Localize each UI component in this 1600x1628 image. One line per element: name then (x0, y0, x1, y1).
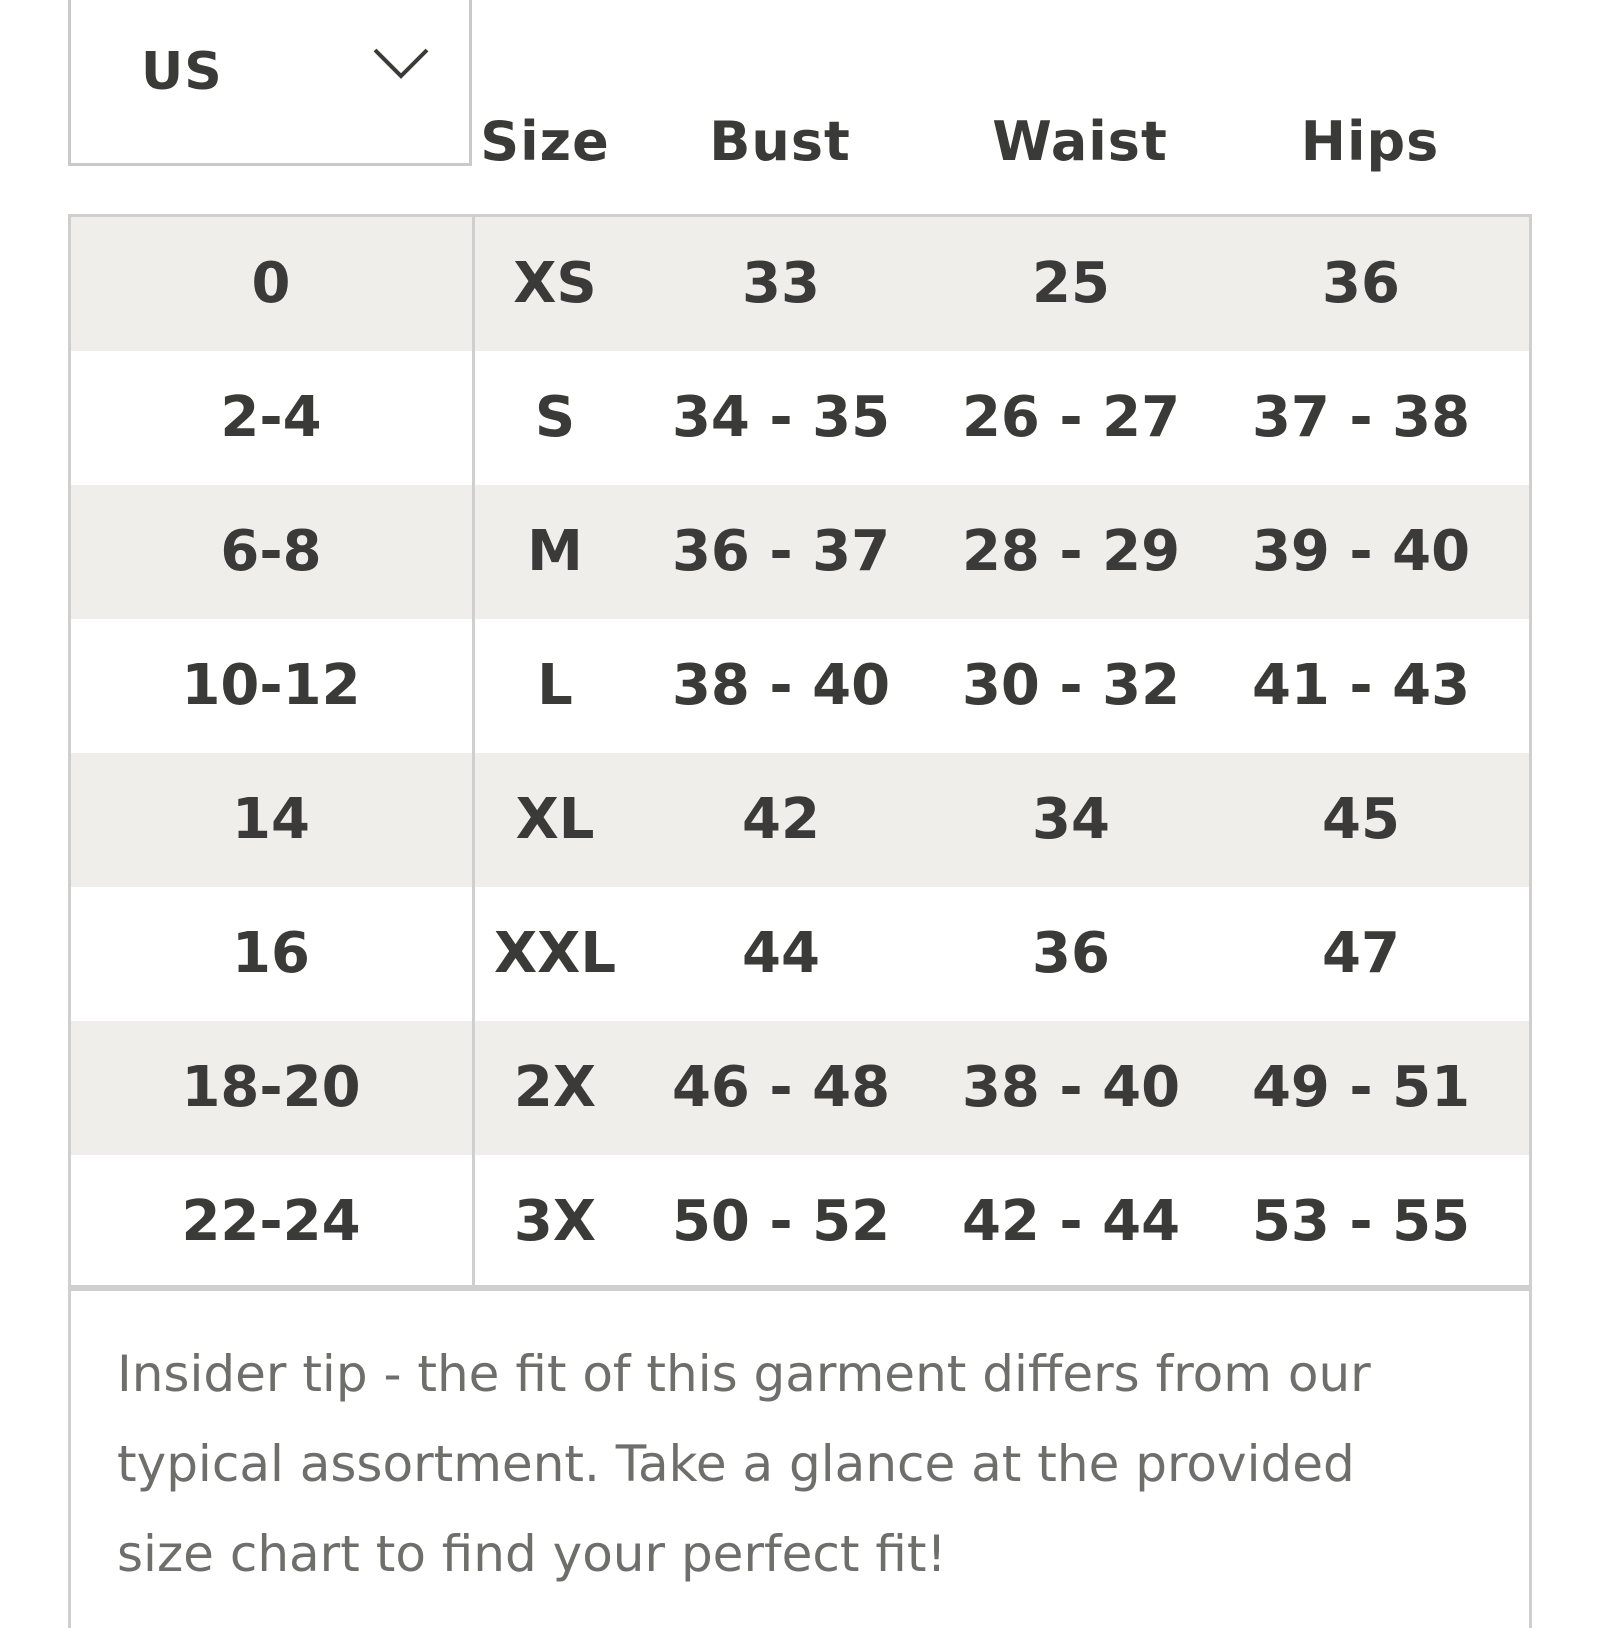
bust-cell: 50 - 52 (671, 1189, 891, 1254)
size-cell: 2X (513, 1055, 597, 1120)
us-size-cell: 18-20 (181, 1055, 361, 1120)
us-size-cell: 22-24 (181, 1189, 361, 1254)
table-row (71, 887, 1529, 1021)
size-table (68, 214, 1532, 1288)
us-size-cell: 16 (232, 921, 310, 986)
size-cell: S (534, 385, 576, 450)
waist-cell: 30 - 32 (961, 653, 1181, 718)
chevron-down-icon (371, 44, 431, 84)
region-select-value: US (141, 42, 223, 102)
us-size-cell: 6-8 (220, 519, 322, 584)
header-bust: Bust (709, 110, 851, 173)
header-hips: Hips (1300, 110, 1440, 173)
hips-cell: 39 - 40 (1251, 519, 1471, 584)
hips-cell: 37 - 38 (1251, 385, 1471, 450)
table-row (71, 1155, 1529, 1289)
table-row (71, 619, 1529, 753)
table-row (71, 753, 1529, 887)
size-cell: L (537, 653, 573, 718)
waist-cell: 42 - 44 (961, 1189, 1181, 1254)
size-cell: XS (513, 251, 597, 316)
waist-cell: 25 (1032, 251, 1110, 316)
us-size-cell: 2-4 (220, 385, 322, 450)
hips-cell: 47 (1322, 921, 1400, 986)
insider-tip-box (68, 1288, 1532, 1628)
bust-cell: 36 - 37 (671, 519, 891, 584)
insider-tip-text: Insider tip - the fit of this garment differs from our typical assortment. Take a glance at the provided size chart to find your perfect fit! (117, 1345, 1371, 1583)
waist-cell: 26 - 27 (961, 385, 1181, 450)
waist-cell: 34 (1032, 787, 1110, 852)
bust-cell: 44 (742, 921, 820, 986)
waist-cell: 28 - 29 (961, 519, 1181, 584)
us-size-cell: 14 (232, 787, 310, 852)
column-divider (472, 217, 475, 1285)
hips-cell: 53 - 55 (1251, 1189, 1471, 1254)
hips-cell: 45 (1322, 787, 1400, 852)
size-cell: XL (515, 787, 595, 852)
column-headers (0, 110, 1600, 190)
bust-cell: 46 - 48 (671, 1055, 891, 1120)
table-row (71, 217, 1529, 351)
bust-cell: 34 - 35 (671, 385, 891, 450)
bust-cell: 33 (742, 251, 820, 316)
header-waist: Waist (992, 110, 1168, 173)
waist-cell: 36 (1032, 921, 1110, 986)
table-row (71, 485, 1529, 619)
table-row (71, 351, 1529, 485)
table-row (71, 1021, 1529, 1155)
hips-cell: 41 - 43 (1251, 653, 1471, 718)
size-cell: XXL (493, 921, 617, 986)
header-size: Size (480, 110, 610, 173)
size-cell: M (527, 519, 583, 584)
waist-cell: 38 - 40 (961, 1055, 1181, 1120)
bust-cell: 42 (742, 787, 820, 852)
bust-cell: 38 - 40 (671, 653, 891, 718)
size-cell: 3X (513, 1189, 597, 1254)
hips-cell: 49 - 51 (1251, 1055, 1471, 1120)
hips-cell: 36 (1322, 251, 1400, 316)
us-size-cell: 0 (251, 251, 291, 316)
us-size-cell: 10-12 (181, 653, 361, 718)
